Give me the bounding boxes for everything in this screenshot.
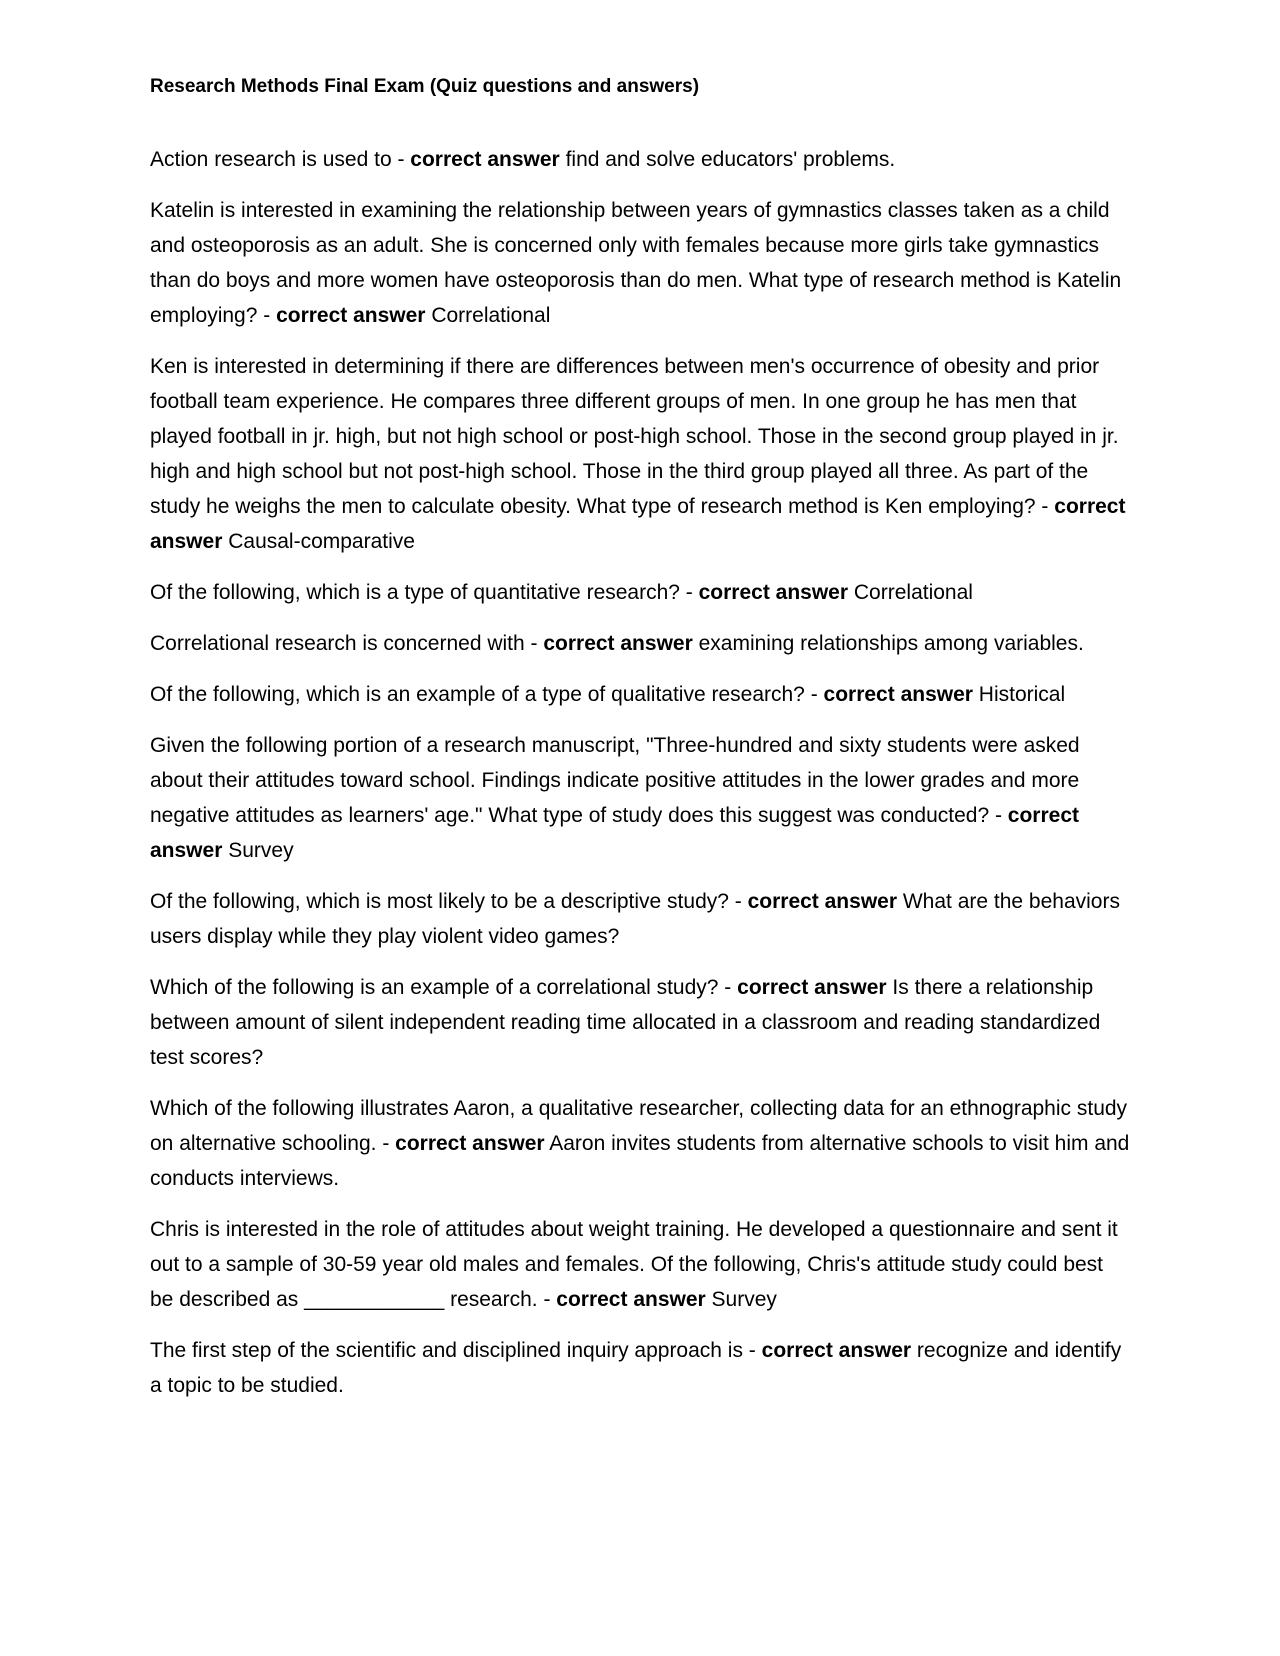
answer-label: correct answer xyxy=(150,495,1126,553)
qa-item-9 xyxy=(150,970,1132,1075)
question-text: Chris is interested in the role of attitudes about weight training. He developed a questionnaire and sent it out to a sample of 30-59 year old males and females. Of the following, Chris's attitude study could best be described as ____________ research. - xyxy=(150,1218,1118,1311)
qa-item-11 xyxy=(150,1212,1132,1317)
qa-item-2 xyxy=(150,193,1132,333)
qa-item-1 xyxy=(150,142,1132,177)
answer-text: Correlational xyxy=(431,304,551,327)
answer-label: correct answer xyxy=(823,683,973,706)
question-text: Action research is used to - xyxy=(150,148,411,171)
answer-text: Causal-comparative xyxy=(228,530,415,553)
answer-text: find and solve educators' problems. xyxy=(565,148,896,171)
answer-text: Survey xyxy=(711,1288,777,1311)
question-text: Which of the following is an example of a correlational study? - xyxy=(150,976,738,999)
question-text: The first step of the scientific and disciplined inquiry approach is - xyxy=(150,1339,762,1362)
answer-text: What are the behaviors users display while they play violent video games? xyxy=(150,890,1120,948)
answer-label: correct answer xyxy=(543,632,693,655)
answer-text: Correlational xyxy=(853,581,973,604)
answer-text: examining relationships among variables. xyxy=(698,632,1084,655)
qa-item-12 xyxy=(150,1333,1132,1403)
question-text: Katelin is interested in examining the relationship between years of gymnastics classes taken as a child and osteoporosis as an adult. She is concerned only with females because more girls take gymnastics than do boys and more women have osteoporosis than do men. What type of research method is Katelin employing? - xyxy=(150,199,1122,327)
qa-item-6 xyxy=(150,677,1132,712)
answer-label: correct answer xyxy=(761,1339,912,1362)
answer-text: Survey xyxy=(228,839,294,862)
answer-label: correct answer xyxy=(410,148,560,171)
qa-item-7 xyxy=(150,728,1132,868)
document-page xyxy=(150,74,1132,1419)
answer-text: recognize and identify a topic to be studied. xyxy=(150,1339,1122,1397)
question-text: Of the following, which is an example of a type of qualitative research? - xyxy=(150,683,824,706)
qa-item-8 xyxy=(150,884,1132,954)
question-text: Correlational research is concerned with - xyxy=(150,632,544,655)
document-title: Research Methods Final Exam (Quiz questions and answers) xyxy=(150,76,700,97)
qa-item-10 xyxy=(150,1091,1132,1196)
answer-label: correct answer xyxy=(150,804,1079,862)
question-text: Of the following, which is a type of quantitative research? - xyxy=(150,581,699,604)
question-text: Given the following portion of a research manuscript, "Three-hundred and sixty students were asked about their attitudes toward school. Findings indicate positive attitudes in the lower grades and more negative attitudes as learners' age." What type of study does this suggest was conducted? - xyxy=(150,734,1080,827)
qa-item-4 xyxy=(150,575,1132,610)
answer-label: correct answer xyxy=(737,976,887,999)
answer-label: correct answer xyxy=(276,304,426,327)
answer-label: correct answer xyxy=(698,581,849,604)
answer-label: correct answer xyxy=(747,890,898,913)
answer-text: Is there a relationship between amount of silent independent reading time allocated in a classroom and reading standardized test scores? xyxy=(150,976,1101,1069)
answer-label: correct answer xyxy=(395,1132,545,1155)
qa-item-3 xyxy=(150,349,1132,559)
answer-text: Historical xyxy=(978,683,1066,706)
question-text: Ken is interested in determining if there are differences between men's occurrence of obesity and prior football team experience. He compares three different groups of men. In one group he has men that played football in jr. high, but not high school or post-high school. Those in the second group played in jr. high and high school but not post-high school. Those in the third group played all three. As part of the study he weighs the men to calculate obesity. What type of research method is Ken employing? - xyxy=(150,355,1119,518)
answer-label: correct answer xyxy=(556,1288,706,1311)
question-text: Of the following, which is most likely to be a descriptive study? - xyxy=(150,890,748,913)
question-text: Which of the following illustrates Aaron, a qualitative researcher, collecting data for an ethnographic study on alternative schooling. - xyxy=(150,1097,1128,1155)
qa-item-5 xyxy=(150,626,1132,661)
answer-text: Aaron invites students from alternative schools to visit him and conducts interviews. xyxy=(150,1132,1130,1190)
